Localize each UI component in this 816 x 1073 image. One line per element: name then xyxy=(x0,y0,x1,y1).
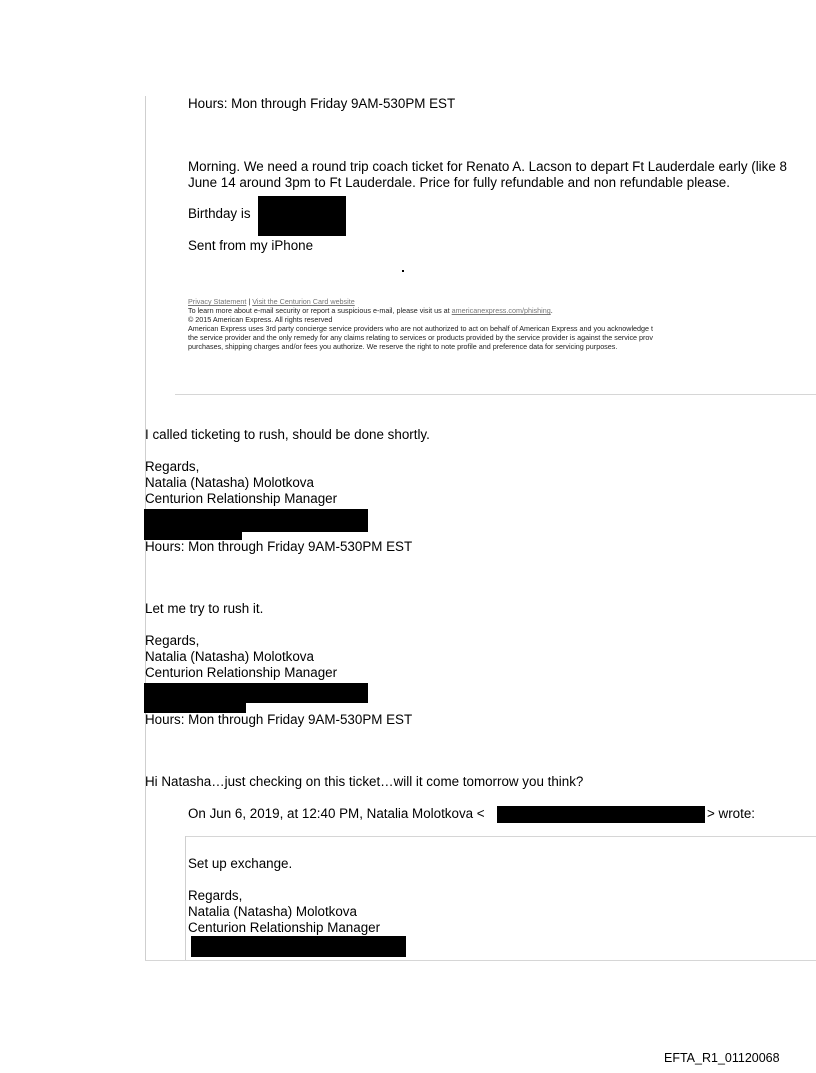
redaction-reply2-contact-a xyxy=(144,683,368,703)
reply3-attribution-suffix: > wrote: xyxy=(707,806,756,821)
phishing-link[interactable]: americanexpress.com/phishing xyxy=(451,306,551,315)
quote2-sender-name: Natalia (Natasha) Molotkova xyxy=(188,904,357,919)
learn-more-text: To learn more about e-mail security or report a suspicious e-mail, please visit us at xyxy=(188,306,452,315)
redaction-quote2-contact xyxy=(191,936,406,957)
reply3-attribution-prefix: On Jun 6, 2019, at 12:40 PM, Natalia Molotkova < xyxy=(188,806,485,821)
reply1-hours: Hours: Mon through Friday 9AM-530PM EST xyxy=(145,539,413,554)
copyright-line: © 2015 American Express. All rights reserved xyxy=(188,315,333,324)
reply2-regards: Regards, xyxy=(145,633,200,648)
privacy-statement-link[interactable]: Privacy Statement xyxy=(188,297,247,306)
quote2-sender-title: Centurion Relationship Manager xyxy=(188,920,381,935)
disclaimer-line-2: the service provider and the only remedy for any claims relating to services or products provided by the service provider is against the service prov xyxy=(188,333,654,342)
learn-more-line xyxy=(188,306,553,315)
quote-border-left-1 xyxy=(145,96,146,394)
quote2-regards: Regards, xyxy=(188,888,243,903)
reply2-sender-title: Centurion Relationship Manager xyxy=(145,665,338,680)
disclaimer-line-3: purchases, shipping charges and/or fees you authorize. We reserve the right to note profile and preference data for servicing purposes. xyxy=(188,342,618,351)
quote-border-bottom-2 xyxy=(145,960,816,961)
reply2-sender-name: Natalia (Natasha) Molotkova xyxy=(145,649,314,664)
sent-from-iphone: Sent from my iPhone xyxy=(188,238,314,253)
quote-border-bottom-1 xyxy=(175,394,816,395)
document-id: EFTA_R1_01120068 xyxy=(664,1051,780,1065)
reply1-sender-name: Natalia (Natasha) Molotkova xyxy=(145,475,314,490)
request-line-2: June 14 around 3pm to Ft Lauderdale. Price for fully refundable and non refundable please. xyxy=(188,175,730,190)
reply2-body: Let me try to rush it. xyxy=(145,601,264,616)
reply3-body: Hi Natasha…just checking on this ticket…will it come tomorrow you think? xyxy=(145,774,584,789)
reply2-hours: Hours: Mon through Friday 9AM-530PM EST xyxy=(145,712,413,727)
quote-hours: Hours: Mon through Friday 9AM-530PM EST xyxy=(188,96,456,111)
reply1-body: I called ticketing to rush, should be done shortly. xyxy=(145,427,430,442)
redaction-reply1-contact-a xyxy=(144,509,368,532)
centurion-card-link[interactable]: Visit the Centurion Card website xyxy=(252,297,355,306)
quote-border-top-2 xyxy=(185,836,816,837)
stray-dot xyxy=(402,270,404,272)
reply1-sender-title: Centurion Relationship Manager xyxy=(145,491,338,506)
link-separator: | xyxy=(246,297,253,306)
redaction-sender-email xyxy=(497,806,705,823)
quote-border-left-2 xyxy=(185,836,186,960)
learn-more-end: . xyxy=(550,306,553,315)
request-line-1: Morning. We need a round trip coach ticket for Renato A. Lacson to depart Ft Lauderdale early (like 8 xyxy=(188,159,787,174)
redaction-birthday xyxy=(258,196,346,236)
birthday-label: Birthday is xyxy=(188,206,251,221)
reply1-regards: Regards, xyxy=(145,459,200,474)
disclaimer-line-1: American Express uses 3rd party concierge service providers who are not authorized to act on behalf of American Express and you acknowledge t xyxy=(188,324,654,333)
quote2-body: Set up exchange. xyxy=(188,856,293,871)
legal-links xyxy=(188,297,355,306)
